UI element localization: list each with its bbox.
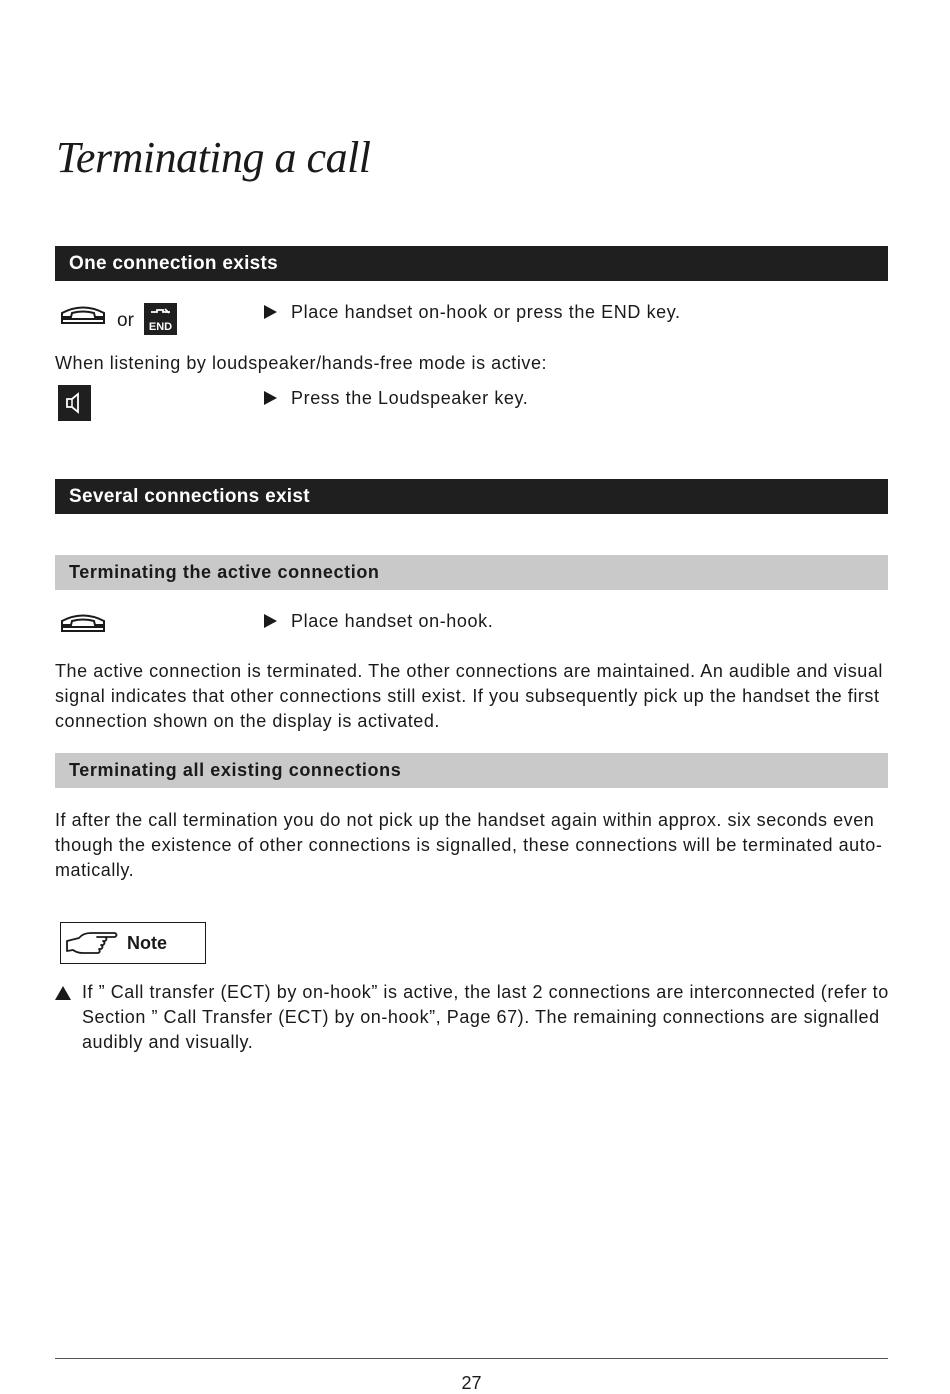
all-connections-paragraph: If after the call termination you do not pick up the handset again within approx. six seconds even though the existence of other connections is signalled, these connections will be terminated auto-matically. xyxy=(55,810,883,880)
subsection-heading-active-connection: Terminating the active connection xyxy=(55,555,888,590)
step-place-handset-or-end xyxy=(264,302,681,323)
section-heading-one-connection: One connection exists xyxy=(55,246,888,281)
step-press-loudspeaker xyxy=(264,388,528,409)
or-word: or xyxy=(117,310,134,331)
loudspeaker-condition-text: When listening by loudspeaker/hands-free mode is active: xyxy=(55,353,548,373)
step-arrow-icon xyxy=(264,305,277,319)
end-key-icon xyxy=(144,303,177,335)
footer-divider xyxy=(55,1358,888,1359)
step-text: Place handset on-hook or press the END key. xyxy=(291,302,681,322)
note-box xyxy=(60,922,206,964)
handset-icon xyxy=(59,612,107,639)
loudspeaker-key-icon xyxy=(58,385,91,421)
page-title: Terminating a call xyxy=(56,133,371,182)
step-arrow-icon xyxy=(264,614,277,628)
note-label: Note xyxy=(127,933,167,953)
handset-icon xyxy=(59,304,107,331)
section-heading-several-connections: Several connections exist xyxy=(55,479,888,514)
end-key-label: END xyxy=(148,321,173,333)
step-text: Press the Loudspeaker key. xyxy=(291,388,529,408)
note-bullet-text: If ” Call transfer (ECT) by on-hook” is active, the last 2 connections are interconnected (refer to Section ” Call Transfer (ECT) by on-hook”, Page 67). The remaining connections are signalled audibly and visually. xyxy=(82,982,889,1052)
subsection-heading-all-connections: Terminating all existing connections xyxy=(55,753,888,788)
bullet-triangle-icon xyxy=(55,986,71,1000)
active-connection-paragraph: The active connection is terminated. The other connections are maintained. An audible and visual signal indicates that other connections still exist. If you subsequently pick up the handset the first connection shown on the display is activated. xyxy=(55,661,883,731)
step-text: Place handset on-hook. xyxy=(291,611,494,631)
page-number: 27 xyxy=(461,1373,482,1393)
step-arrow-icon xyxy=(264,391,277,405)
step-place-handset xyxy=(264,611,493,632)
